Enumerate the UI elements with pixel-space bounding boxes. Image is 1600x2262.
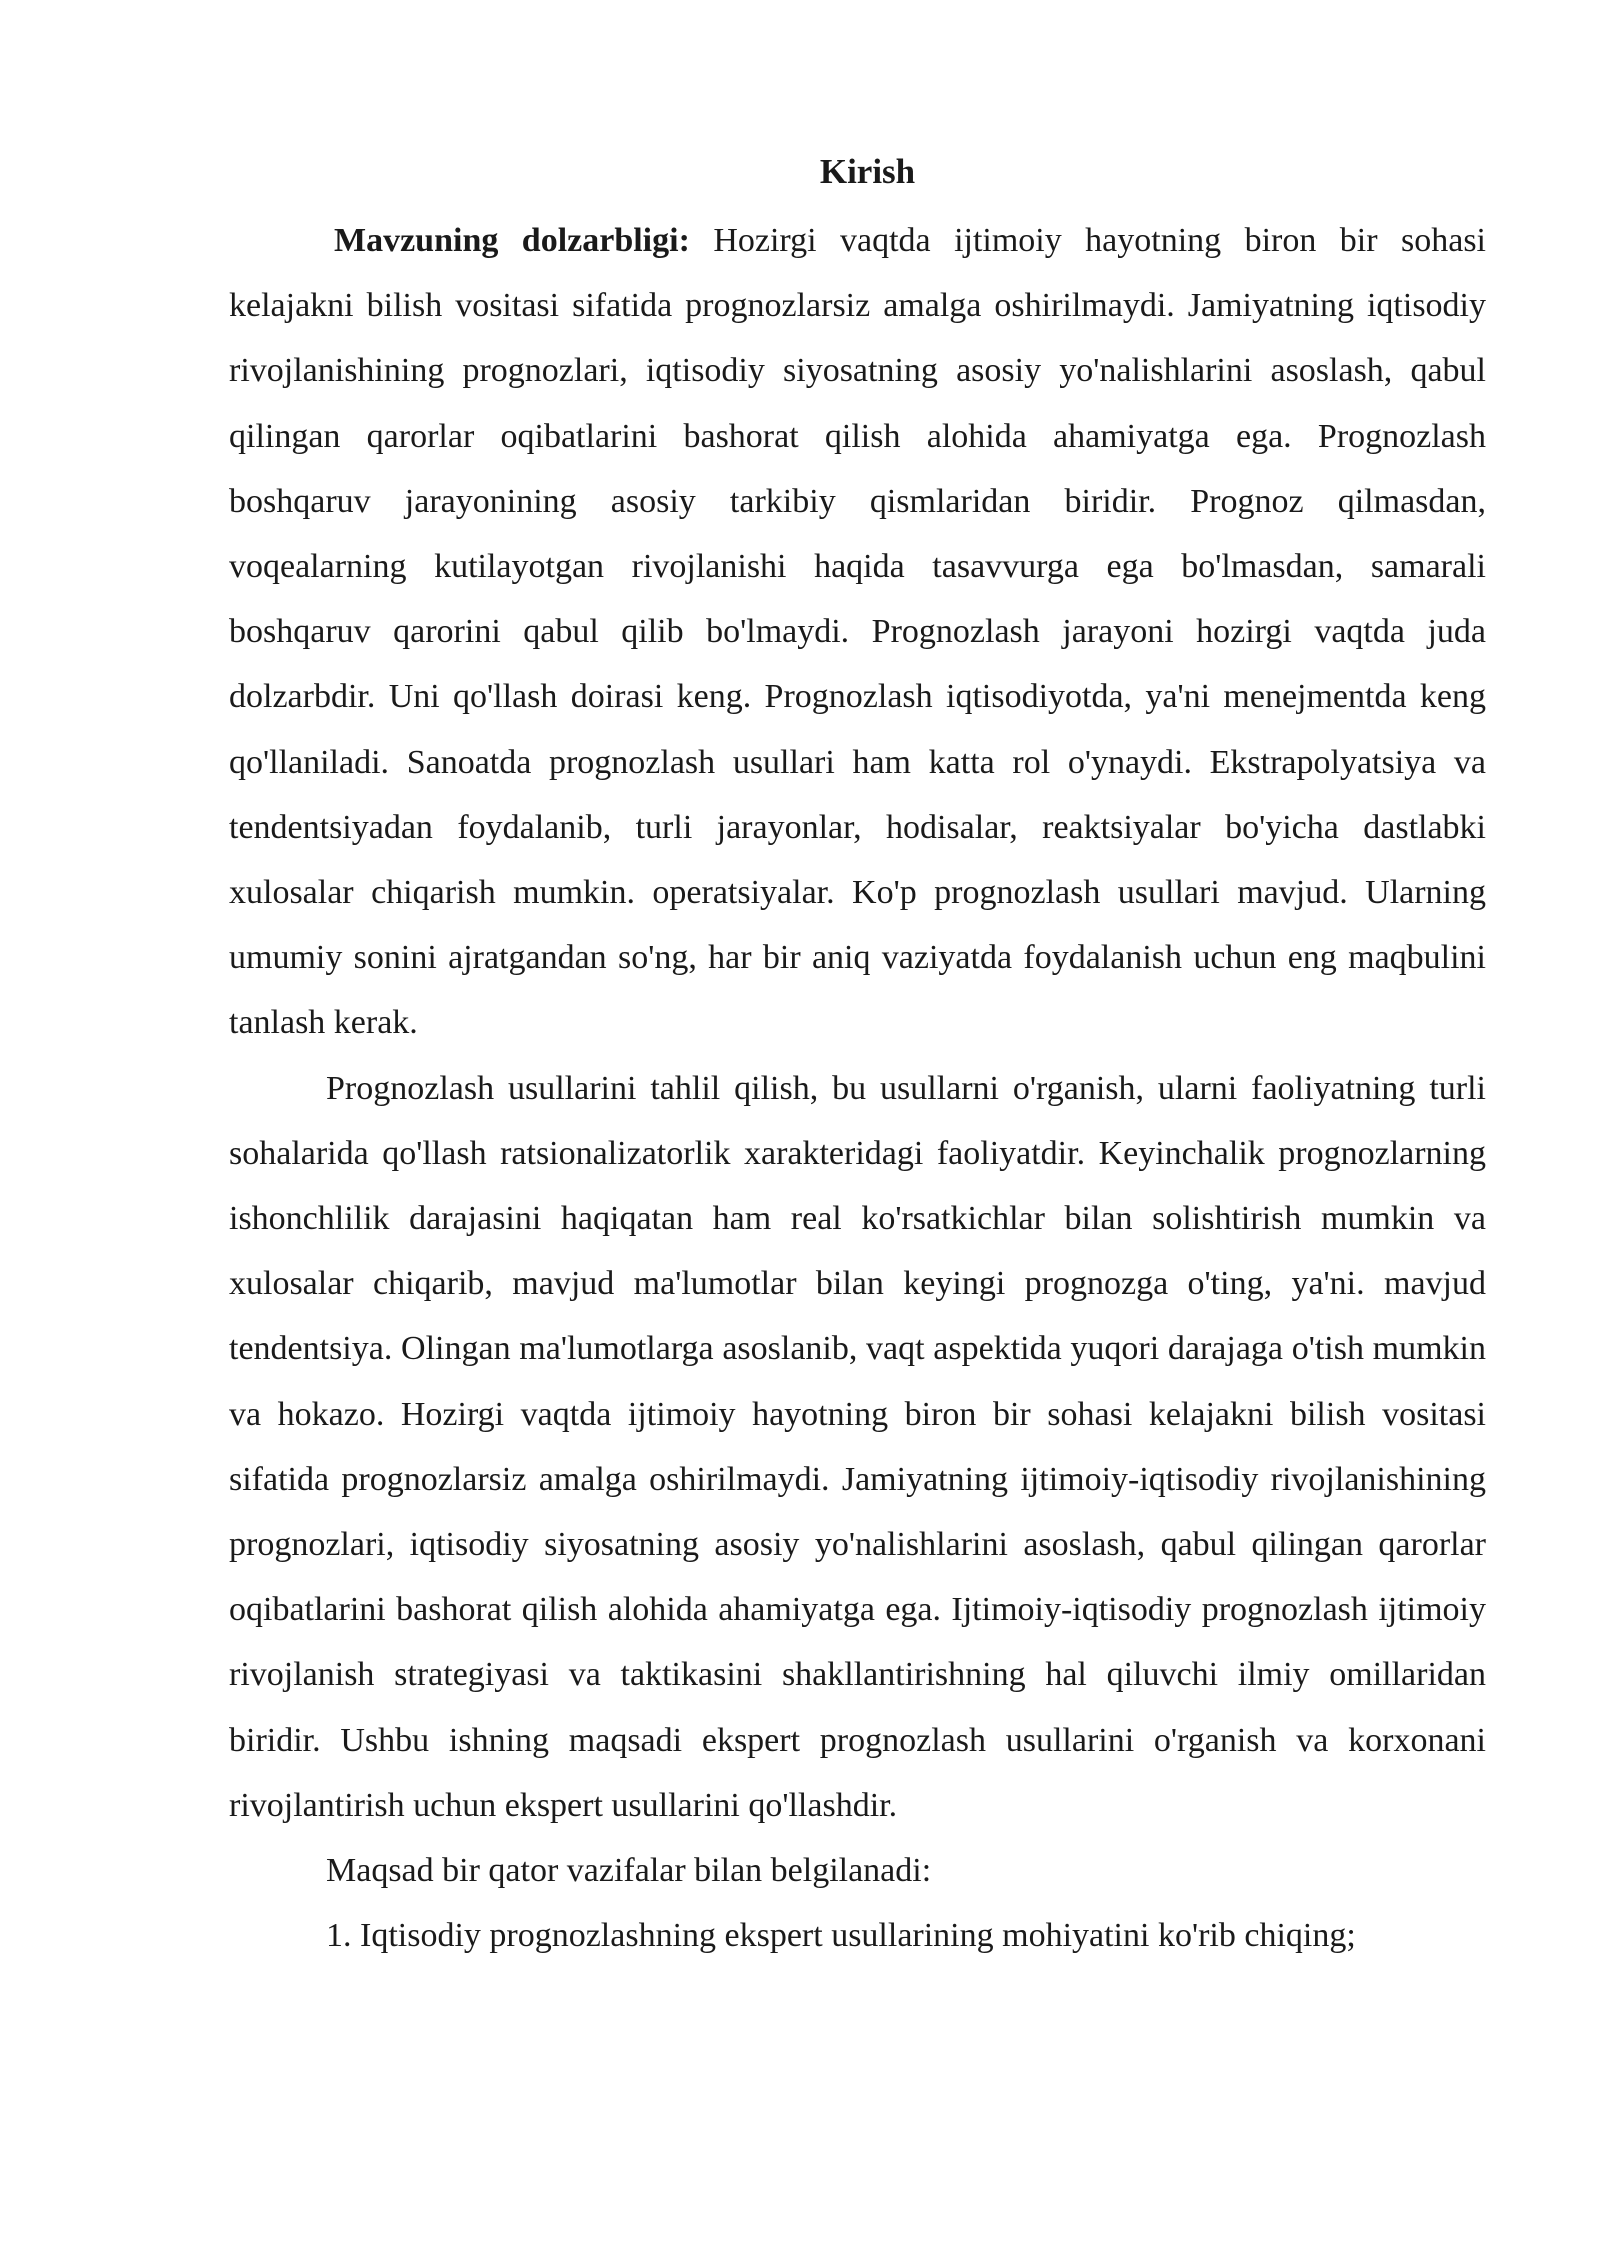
document-page [229, 148, 1486, 1968]
intro-paragraph [229, 208, 1486, 1056]
list-item-1: 1. Iqtisodiy prognozlashning ekspert usullarining mohiyatini ko'rib chiqing; [326, 1917, 1356, 1955]
paragraph-2: Prognozlash usullarini tahlil qilish, bu usullarni o'rganish, ularni faoliyatning turli sohalarida qo'llash ratsionalizatorlik xarakteridagi faoliyatdir. Keyinchalik prognozlarning ishonchlilik darajasini haqiqatan ham real ko'rsatkichlar bilan solishtirish mumkin va xulosalar chiqarib, mavjud ma'lumotlar bilan keyingi prognozga o'ting, ya'ni. mavjud tendentsiya. Olingan ma'lumotlarga asoslanib, vaqt aspektida yuqori darajaga o'tish mumkin va hokazo. Hozirgi vaqtda ijtimoiy hayotning biron bir sohasi kelajakni bilish vositasi sifatida prognozlarsiz amalga oshirilmaydi. Jamiyatning ijtimoiy-iqtisodiy rivojlanishining prognozlari, iqtisodiy siyosatning asosiy yo'nalishlarini asoslash, qabul qilingan qarorlar oqibatlarini bashorat qilish alohida ahamiyatga ega. Ijtimoiy-iqtisodiy prognozlash ijtimoiy rivojlanish strategiyasi va taktikasini shakllantirishning hal qiluvchi ilmiy omillaridan biridir. Ushbu ishning maqsadi ekspert prognozlash usullarini o'rganish va korxonani rivojlantirish uchun ekspert usullarini qo'llashdir. [229, 1069, 1486, 1824]
intro-lead: Mavzuning dolzarbligi: [334, 222, 690, 259]
paragraph-3: Maqsad bir qator vazifalar bilan belgilanadi: [326, 1852, 932, 1890]
intro-text: Hozirgi vaqtda ijtimoiy hayotning biron bir sohasi kelajakni bilish vositasi sifatida prognozlarsiz amalga oshirilmaydi. Jamiyatning iqtisodiy rivojlanishining prognozlari, iqtisodiy siyosatning asosiy yo'nalishlarini asoslash, qabul qilingan qarorlar oqibatlarini bashorat qilish alohida ahamiyatga ega. Prognozlash boshqaruv jarayonining asosiy tarkibiy qismlaridan biridir. Prognoz qilmasdan, voqealarning kutilayotgan rivojlanishi haqida tasavvurga ega bo'lmasdan, samarali boshqaruv qarorini qabul qilib bo'lmaydi. Prognozlash jarayoni hozirgi vaqtda juda dolzarbdir. Uni qo'llash doirasi keng. Prognozlash iqtisodiyotda, ya'ni menejmentda keng qo'llaniladi. Sanoatda prognozlash usullari ham katta rol o'ynaydi. Ekstrapolyatsiya va tendentsiyadan foydalanib, turli jarayonlar, hodisalar, reaktsiyalar bo'yicha dastlabki xulosalar chiqarish mumkin. operatsiyalar. Ko'p prognozlash usullari mavjud. Ularning umumiy sonini ajratgandan so'ng, har bir aniq vaziyatda foydalanish uchun eng maqbulini tanlash kerak. [229, 222, 1486, 1042]
document-title: Kirish [819, 152, 916, 191]
